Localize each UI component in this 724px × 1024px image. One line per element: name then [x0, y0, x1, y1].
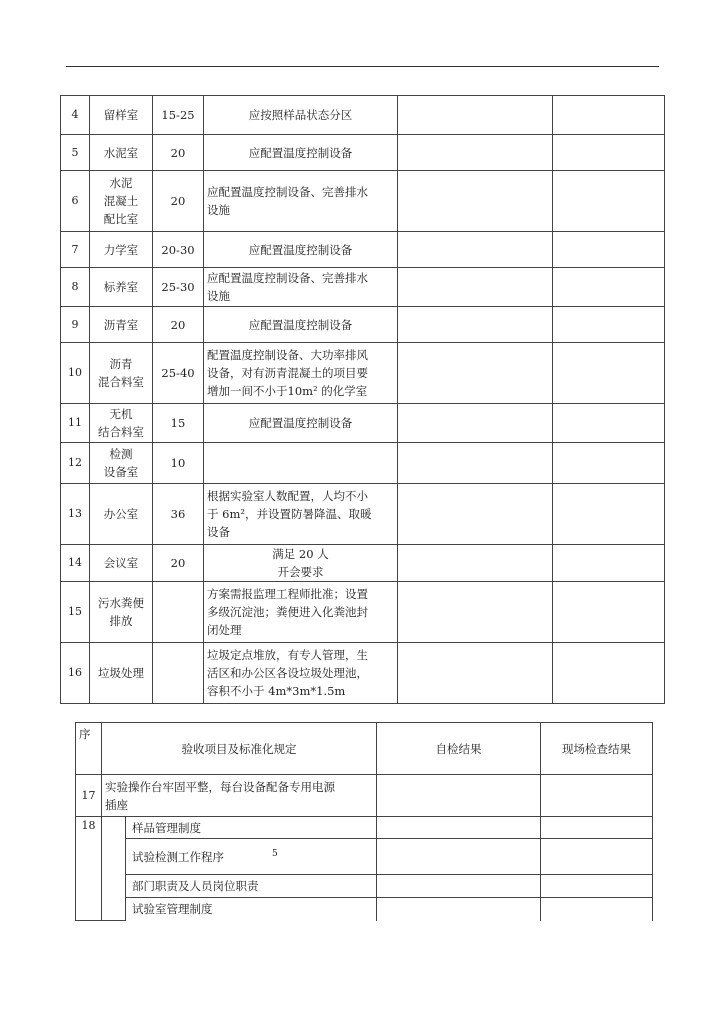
area-value: 20 [153, 307, 204, 343]
room-name: 沥青 混合料室 [90, 343, 153, 404]
row-number: 13 [61, 484, 90, 545]
requirement: 应按照样品状态分区 [204, 96, 398, 135]
page-number: 5 [272, 849, 278, 859]
area-value [153, 582, 204, 643]
blank-cell [553, 96, 665, 135]
room-name: 检测 设备室 [90, 443, 153, 484]
table-row [76, 875, 653, 898]
area-value: 15 [153, 404, 204, 443]
row-number: 16 [61, 643, 90, 704]
room-name: 水泥室 [90, 135, 153, 171]
table-row [76, 817, 653, 839]
self-check-cell [377, 839, 541, 875]
requirement: 根据实验室人数配置，人均不小 于 6m²，并设置防暑降温、取暖 设备 [204, 484, 398, 545]
row-number: 12 [61, 443, 90, 484]
table-row [61, 232, 665, 268]
area-value: 20-30 [153, 232, 204, 268]
area-value [153, 643, 204, 704]
room-name: 无机 结合料室 [90, 404, 153, 443]
requirement: 垃圾定点堆放，有专人管理，生 活区和办公区各设垃圾处理池， 容积不小于 4m*3m*1.5m [204, 643, 398, 704]
blank-cell [553, 582, 665, 643]
requirement: 应配置温度控制设备 [204, 135, 398, 171]
blank-cell [398, 404, 553, 443]
table-row [76, 775, 653, 817]
area-value: 10 [153, 443, 204, 484]
table-row [61, 545, 665, 582]
header-row [76, 723, 653, 775]
table-row [61, 484, 665, 545]
item-text: 实验操作台牢固平整，每台设备配备专用电源 插座 [102, 775, 377, 817]
row-number: 17 [76, 775, 102, 817]
blank-cell [398, 171, 553, 232]
blank-cell [398, 582, 553, 643]
row-number: 15 [61, 582, 90, 643]
table-row [61, 582, 665, 643]
indent-cell [102, 817, 126, 921]
site-check-cell [541, 775, 653, 817]
blank-cell [553, 443, 665, 484]
requirement: 应配置温度控制设备 [204, 232, 398, 268]
room-name: 办公室 [90, 484, 153, 545]
site-check-cell [541, 839, 653, 875]
row-number: 6 [61, 171, 90, 232]
blank-cell [398, 643, 553, 704]
self-check-cell [377, 817, 541, 839]
room-name: 水泥 混凝土 配比室 [90, 171, 153, 232]
row-number: 7 [61, 232, 90, 268]
blank-cell [398, 268, 553, 307]
site-check-header: 现场检查结果 [541, 723, 653, 775]
table-row [61, 343, 665, 404]
blank-cell [553, 404, 665, 443]
room-name: 垃圾处理 [90, 643, 153, 704]
table-row [76, 839, 653, 875]
acceptance-checklist-table [75, 722, 653, 921]
requirement [204, 443, 398, 484]
area-value: 25-30 [153, 268, 204, 307]
row-number: 10 [61, 343, 90, 404]
blank-cell [398, 545, 553, 582]
site-check-cell [541, 875, 653, 898]
row-number: 18 [76, 817, 102, 921]
self-check-cell [377, 875, 541, 898]
table-row [61, 643, 665, 704]
row-number: 8 [61, 268, 90, 307]
room-name: 沥青室 [90, 307, 153, 343]
area-value: 20 [153, 135, 204, 171]
blank-cell [553, 643, 665, 704]
area-value: 25-40 [153, 343, 204, 404]
table-row [61, 96, 665, 135]
self-check-header: 自检结果 [377, 723, 541, 775]
site-check-cell [541, 817, 653, 839]
item-header: 验收项目及标准化规定 [102, 723, 377, 775]
header-rule [66, 66, 659, 67]
area-value: 15-25 [153, 96, 204, 135]
requirement: 应配置温度控制设备、完善排水 设施 [204, 268, 398, 307]
table-row [61, 307, 665, 343]
table-row [61, 171, 665, 232]
sub-item: 部门职责及人员岗位职责 [126, 875, 377, 898]
blank-cell [398, 232, 553, 268]
site-check-cell [541, 898, 653, 921]
blank-cell [398, 135, 553, 171]
blank-cell [398, 307, 553, 343]
area-value: 20 [153, 545, 204, 582]
blank-cell [553, 232, 665, 268]
requirement: 满足 20 人 开会要求 [204, 545, 398, 582]
room-name: 会议室 [90, 545, 153, 582]
blank-cell [553, 268, 665, 307]
room-name: 留样室 [90, 96, 153, 135]
blank-cell [553, 484, 665, 545]
row-number: 9 [61, 307, 90, 343]
blank-cell [398, 96, 553, 135]
blank-cell [553, 545, 665, 582]
blank-cell [398, 443, 553, 484]
room-name: 污水粪便 排放 [90, 582, 153, 643]
table-row [61, 443, 665, 484]
blank-cell [398, 343, 553, 404]
room-name: 标养室 [90, 268, 153, 307]
table-row [61, 135, 665, 171]
facility-requirements-table [60, 95, 665, 704]
requirement: 方案需报监理工程师批准；设置 多级沉淀池；粪便进入化粪池封 闭处理 [204, 582, 398, 643]
blank-cell [553, 343, 665, 404]
row-number: 5 [61, 135, 90, 171]
requirement: 应配置温度控制设备 [204, 404, 398, 443]
self-check-cell [377, 898, 541, 921]
sub-item: 试验室管理制度 [126, 898, 377, 921]
area-value: 36 [153, 484, 204, 545]
self-check-cell [377, 775, 541, 817]
room-name: 力学室 [90, 232, 153, 268]
table-row [76, 898, 653, 921]
blank-cell [553, 135, 665, 171]
sub-item: 样品管理制度 [126, 817, 377, 839]
requirement: 配置温度控制设备、大功率排风 设备，对有沥青混凝土的项目要 增加一间不小于10m² 的化学室 [204, 343, 398, 404]
table-row [61, 268, 665, 307]
table-row [61, 404, 665, 443]
blank-cell [553, 171, 665, 232]
row-number: 4 [61, 96, 90, 135]
row-number: 11 [61, 404, 90, 443]
requirement: 应配置温度控制设备 [204, 307, 398, 343]
seq-header: 序 [76, 723, 102, 775]
sub-item: 试验检测工作程序 [126, 839, 377, 875]
blank-cell [553, 307, 665, 343]
row-number: 14 [61, 545, 90, 582]
requirement: 应配置温度控制设备、完善排水 设施 [204, 171, 398, 232]
area-value: 20 [153, 171, 204, 232]
blank-cell [398, 484, 553, 545]
